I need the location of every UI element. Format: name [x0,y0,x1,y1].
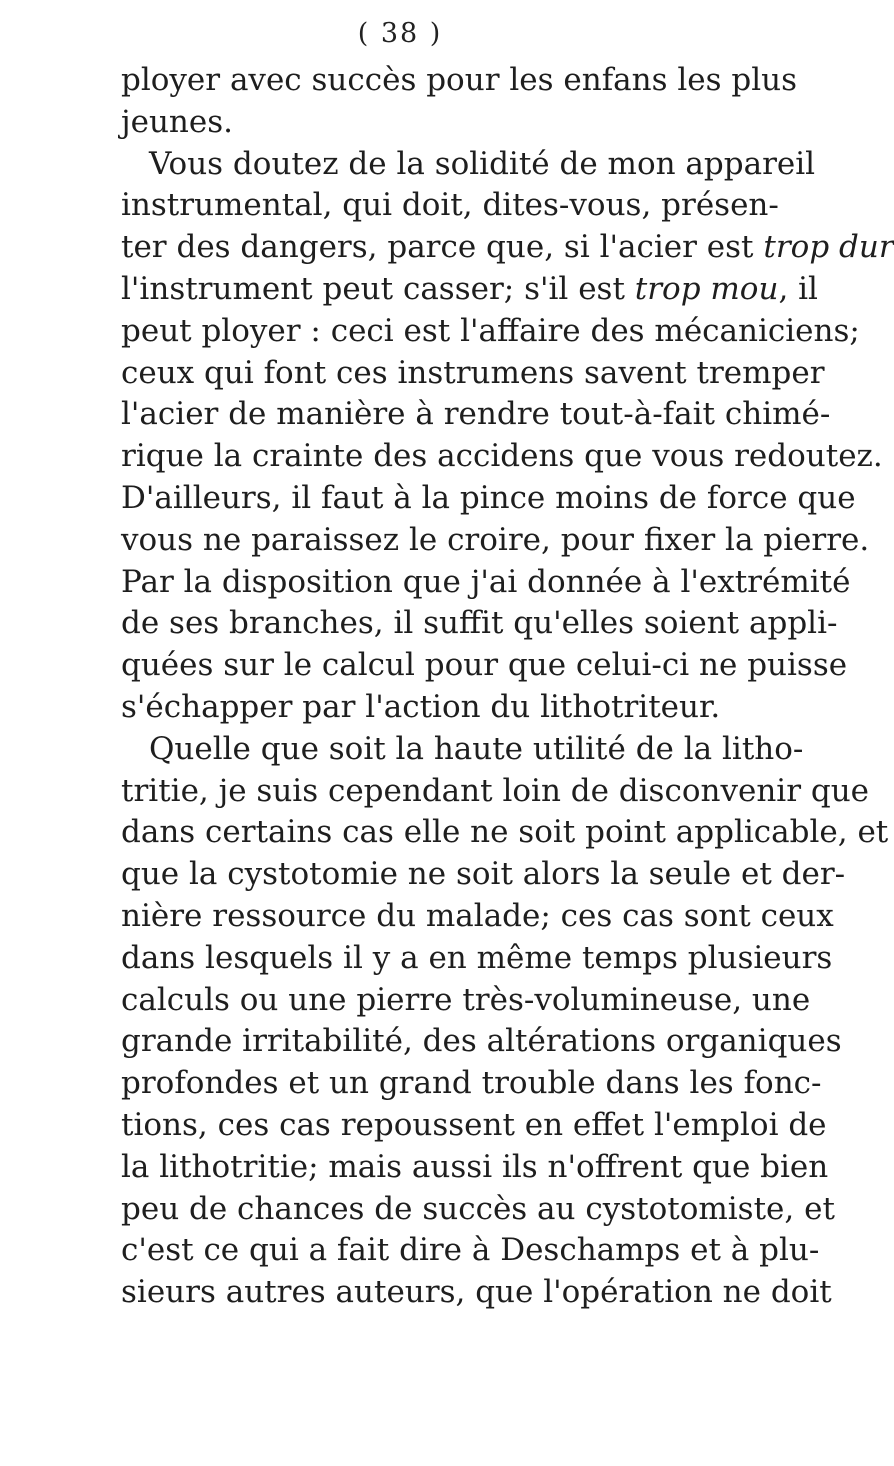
text-line: tions, ces cas repoussent en effet l'emploi de [121,1106,827,1143]
text-line: vous ne paraissez le croire, pour fixer la pierre. [121,521,870,558]
text-line: ployer avec succès pour les enfans les plus [121,62,798,98]
text-line: Vous doutez de la solidité de mon appareil [149,145,816,182]
text-line: calculs ou une pierre très-volumineuse, une [121,981,811,1018]
text-line: s'échapper par l'action du lithotriteur. [121,688,721,725]
text-line: de ses branches, il suffit qu'elles soient appli- [121,605,838,642]
text-line: l'acier de manière à rendre tout-à-fait chimé- [121,396,831,433]
text-line: Quelle que soit la haute utilité de la litho- [149,730,804,767]
text-line: l'instrument peut casser; s'il est trop mou, il [121,270,818,307]
page-number: ( 38 ) [357,18,443,49]
text-line: la lithotritie; mais aussi ils n'offrent que bien [121,1148,829,1185]
text-line: Par la disposition que j'ai donnée à l'extrémité [121,563,851,600]
text-line: peu de chances de succès au cystotomiste, et [121,1190,835,1227]
text-line: dans certains cas elle ne soit point applicable, et [121,814,889,851]
text-line: ter des dangers, parce que, si l'acier est trop dur [121,229,894,266]
text-line: ceux qui font ces instrumens savent tremper [121,354,825,391]
text-line: D'ailleurs, il faut à la pince moins de force que [121,479,856,516]
text-line: grande irritabilité, des altérations organiques [121,1023,842,1060]
text-line: jeunes. [121,103,233,140]
text-line: profondes et un grand trouble dans les fonc- [121,1065,822,1102]
text-line: nière ressource du malade; ces cas sont ceux [121,897,834,934]
text-line: instrumental, qui doit, dites-vous, présen- [121,187,779,224]
text-line: dans lesquels il y a en même temps plusieurs [121,939,833,976]
text-line: quées sur le calcul pour que celui-ci ne puisse [121,647,848,684]
text-line: rique la crainte des accidens que vous redoutez. [121,438,883,475]
text-line: que la cystotomie ne soit alors la seule et der- [121,856,846,893]
text-line: c'est ce qui a fait dire à Deschamps et à plu- [121,1232,820,1269]
text-line: peut ployer : ceci est l'affaire des mécaniciens; [121,312,860,349]
text-line: sieurs autres auteurs, que l'opération ne doit [121,1274,832,1311]
body-text [121,60,894,1314]
text-line: tritie, je suis cependant loin de disconvenir que [121,772,870,809]
